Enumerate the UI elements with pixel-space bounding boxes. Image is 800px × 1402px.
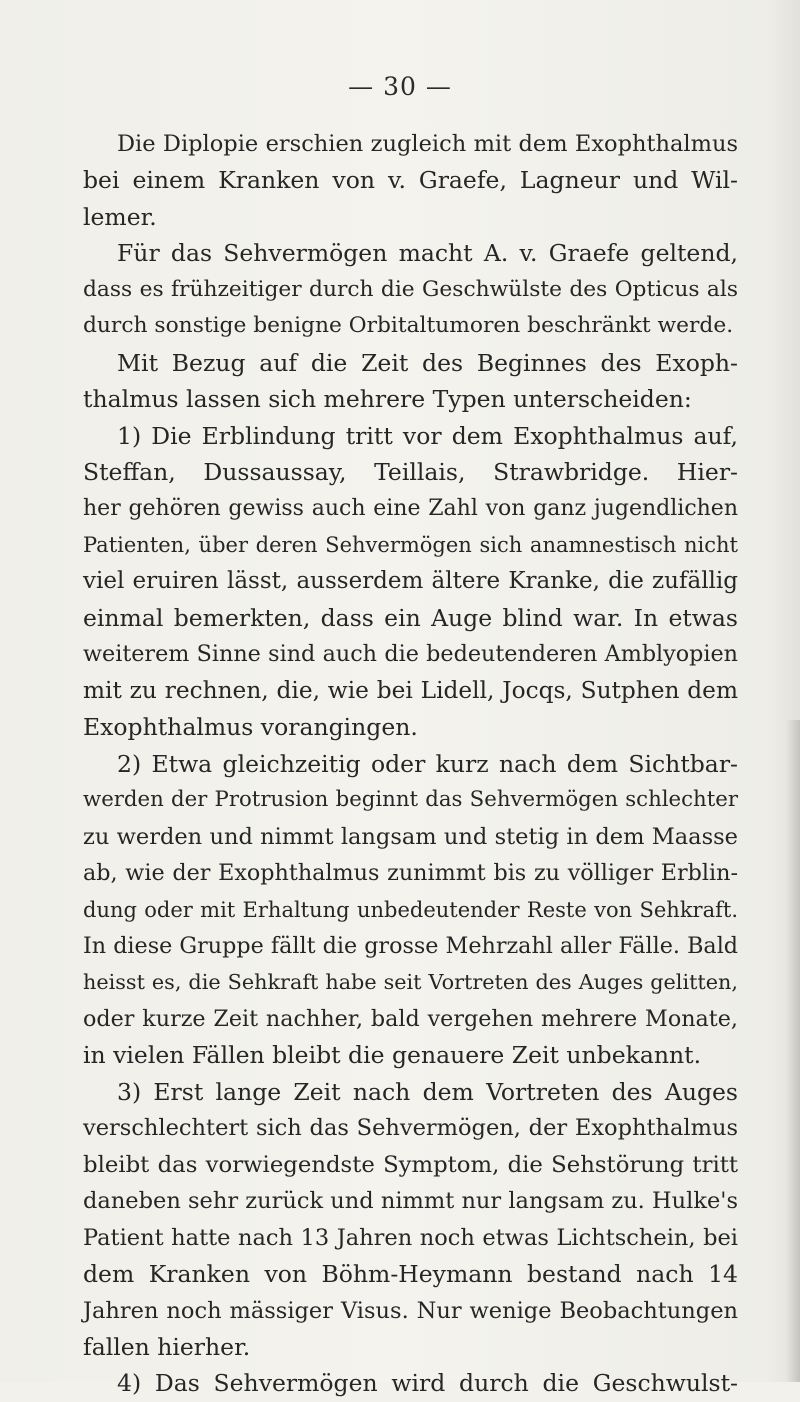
- text-line: viel eruiren lässt, ausserdem ältere Kranke, die zufällig: [83, 568, 738, 595]
- text-line: Die Diplopie erschien zugleich mit dem Exophthalmus: [117, 131, 738, 157]
- text-line: ab, wie der Exophthalmus zunimmt bis zu völliger Erblin-: [83, 860, 738, 887]
- text-line: dem Kranken von Böhm-Heymann bestand nach 14: [83, 1260, 738, 1289]
- text-line: fallen hierher.: [83, 1332, 251, 1361]
- text-line: Patient hatte nach 13 Jahren noch etwas Lichtschein, bei: [83, 1224, 738, 1251]
- text-line: verschlechtert sich das Sehvermögen, der Exophthalmus: [83, 1115, 738, 1142]
- text-line: Jahren noch mässiger Visus. Nur wenige Beobachtungen: [83, 1297, 738, 1324]
- text-line: Exophthalmus vorangingen.: [83, 713, 418, 742]
- text-line: oder kurze Zeit nachher, bald vergehen mehrere Monate,: [83, 1005, 738, 1032]
- page-edge-shadow: [786, 720, 800, 1382]
- text-line: her gehören gewiss auch eine Zahl von ganz jugendlichen: [83, 495, 738, 521]
- text-line: dass es frühzeitiger durch die Geschwülste des Opticus als: [83, 276, 738, 302]
- text-line: zu werden und nimmt langsam und stetig in dem Maasse: [83, 823, 738, 850]
- text-line: dung oder mit Erhaltung unbedeutender Reste von Sehkraft.: [83, 897, 738, 922]
- text-line: thalmus lassen sich mehrere Typen unterscheiden:: [83, 385, 692, 414]
- text-line: mit zu rechnen, die, wie bei Lidell, Jocqs, Sutphen dem: [83, 676, 738, 704]
- text-line: Patienten, über deren Sehvermögen sich anamnestisch nicht: [83, 532, 738, 557]
- text-line: in vielen Fällen bleibt die genauere Zeit unbekannt.: [83, 1041, 702, 1070]
- text-line: durch sonstige benigne Orbitaltumoren beschränkt werde.: [83, 313, 734, 339]
- text-line: bei einem Kranken von v. Graefe, Lagneur und Wil-: [83, 166, 738, 195]
- body-text: [83, 126, 738, 1402]
- page-number: — 30 —: [348, 72, 452, 101]
- text-line: daneben sehr zurück und nimmt nur langsam zu. Hulke's: [83, 1188, 738, 1215]
- text-line: Mit Bezug auf die Zeit des Beginnes des Exoph-: [117, 348, 738, 377]
- text-line: weiterem Sinne sind auch die bedeutenderen Amblyopien: [83, 641, 738, 668]
- text-line: 4) Das Sehvermögen wird durch die Geschwulst-: [117, 1369, 738, 1398]
- text-line: 3) Erst lange Zeit nach dem Vortreten des Auges: [117, 1077, 738, 1106]
- text-line: In diese Gruppe fällt die grosse Mehrzahl aller Fälle. Bald: [83, 932, 739, 959]
- text-line: lemer.: [83, 202, 157, 231]
- text-line: einmal bemerkten, dass ein Auge blind war. In etwas: [83, 603, 738, 632]
- text-line: 1) Die Erblindung tritt vor dem Exophthalmus auf,: [117, 421, 738, 450]
- text-line: Für das Sehvermögen macht A. v. Graefe geltend,: [117, 239, 738, 268]
- text-line: bleibt das vorwiegendste Symptom, die Sehstörung tritt: [83, 1151, 738, 1178]
- text-line: Steffan, Dussaussay, Teillais, Strawbridge. Hier-: [83, 458, 738, 487]
- text-line: heisst es, die Sehkraft habe seit Vortreten des Auges gelitten,: [83, 970, 738, 995]
- text-line: werden der Protrusion beginnt das Sehvermögen schlechter: [83, 787, 738, 813]
- text-line: 2) Etwa gleichzeitig oder kurz nach dem Sichtbar-: [117, 749, 738, 778]
